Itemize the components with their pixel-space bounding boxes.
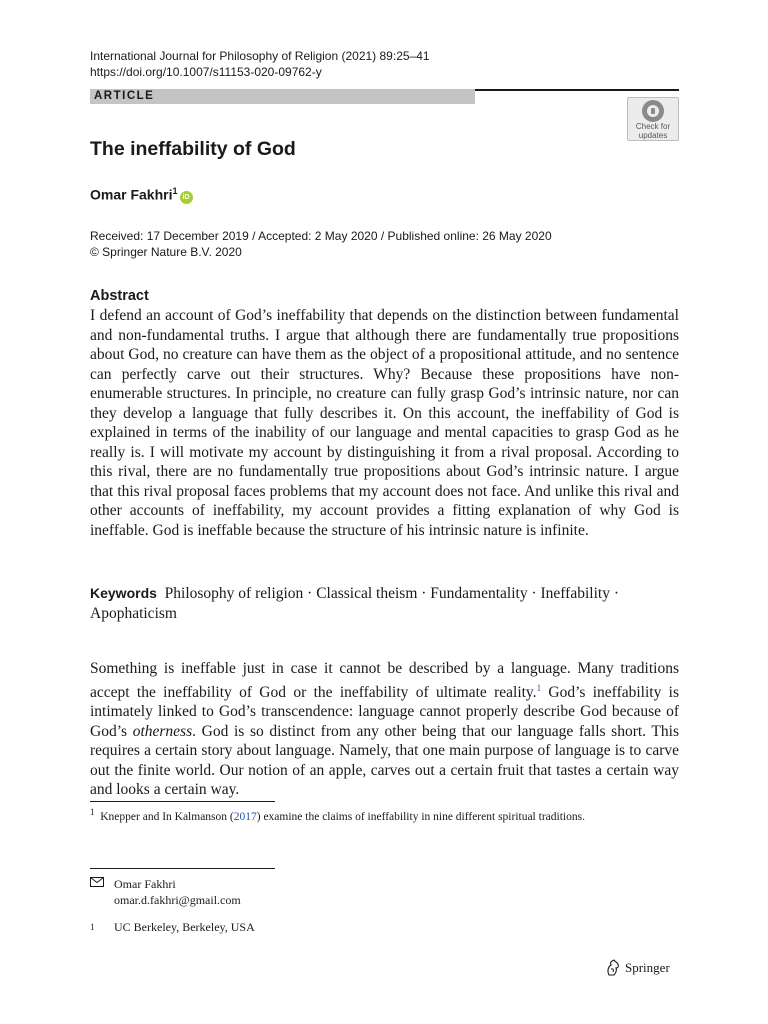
abstract-heading: Abstract	[90, 288, 149, 304]
publication-dates	[90, 228, 552, 260]
journal-citation: International Journal for Philosophy of Religion (2021) 89:25–41	[90, 49, 430, 63]
body-text-part3: . God is so distinct from any other being that our language falls short. This requires a certain story about language. Namely, that one main purpose of language is to carve out the finite world. Our notion of an apple, carves out a certain fruit that tastes a certain way and looks a certain way.	[90, 722, 679, 799]
paper-title: The ineffability of God	[90, 138, 296, 160]
contact-block	[90, 876, 241, 908]
contact-email-link[interactable]: omar.d.fakhri@gmail.com	[114, 893, 241, 907]
springer-horse-icon	[605, 959, 621, 977]
check-updates-line2: updates	[638, 131, 668, 140]
body-paragraph	[90, 659, 679, 800]
article-type-label: ARTICLE	[90, 89, 475, 104]
footnote-text-pre: Knepper and In Kalmanson (	[100, 810, 234, 823]
footnote-text-post: ) examine the claims of ineffability in nine different spiritual traditions.	[256, 810, 585, 823]
author-name[interactable]: Omar Fakhri	[90, 186, 173, 203]
contact-name: Omar Fakhri	[114, 877, 176, 891]
abstract-text: I defend an account of God’s ineffability that depends on the distinction between fundamental and non-fundamental truths. I argue that although there are fundamentally true propositions about God, no creature can have them as the object of a propositional attitude, and no sentence can perfectly carve out their structures. Why? Because these propositions have non-enumerable structures. In principle, no creature can fully grasp God’s intrinsic nature, nor can they develop a language that fully describes it. On this account, the ineffability of God is explained in terms of the inability of our language and mental capacities to grasp God as he really is. I will motivate my account by distinguishing it from a rival proposal. According to this rival, there are no fundamentally true propositions about God’s intrinsic nature. I argue that this rival proposal faces problems that my account does not face. And unlike this rival and other accounts of ineffability, my account provides a fitting explanation of why God is ineffable. God is ineffable because the structure of his intrinsic nature is infinite.	[90, 307, 679, 539]
footnote	[90, 805, 679, 825]
keywords-label: Keywords	[90, 585, 157, 601]
doi-link[interactable]: https://doi.org/10.1007/s11153-020-09762-y	[90, 65, 322, 79]
orcid-icon[interactable]: iD	[180, 191, 193, 204]
body-emphasis: otherness	[132, 722, 193, 740]
keywords-list: Philosophy of religion · Classical theism · Fundamentality · Ineffability · Apophaticism	[90, 585, 619, 622]
affiliation-mark: 1	[90, 922, 95, 932]
affiliation	[90, 919, 255, 935]
copyright: © Springer Nature B.V. 2020	[90, 245, 242, 259]
check-updates-icon	[642, 100, 664, 122]
affiliation-text: UC Berkeley, Berkeley, USA	[114, 920, 255, 934]
contact-rule	[90, 868, 275, 869]
journal-header	[90, 48, 430, 80]
body-text-part1: Something is ineffable just in case it cannot be described by a language. Many traditions accept the ineffability of God or the ineffability of ultimate reality.	[90, 660, 679, 701]
body-text-part2: God’s ineffability is intimately linked to God’s transcendence: language cannot properly describe God because of God’s	[90, 683, 679, 740]
footnote-rule	[90, 801, 275, 802]
publisher-name: Springer	[625, 960, 670, 975]
author-affiliation-ref: 1	[172, 186, 178, 196]
author-line	[90, 186, 193, 204]
footnote-mark: 1	[90, 807, 95, 817]
envelope-icon	[90, 876, 114, 892]
keywords	[90, 584, 679, 623]
history-dates: Received: 17 December 2019 / Accepted: 2 May 2020 / Published online: 26 May 2020	[90, 229, 552, 243]
publisher-logo	[605, 959, 670, 977]
footnote-ref-link[interactable]: 1	[536, 682, 542, 693]
check-updates-line1: Check for	[635, 122, 671, 131]
footnote-citation-link[interactable]: 2017	[233, 810, 257, 823]
check-for-updates-button[interactable]	[627, 97, 679, 141]
header-rule	[475, 89, 679, 91]
